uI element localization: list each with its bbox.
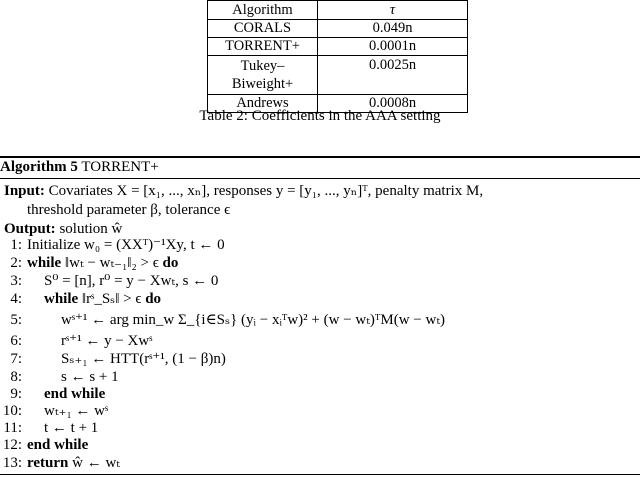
keyword-while: while [44,291,79,307]
line-number: 6: [10,333,22,349]
algorithm-name: TORRENT+ [81,159,159,175]
table-row [208,20,468,38]
line-text: ŵ ← wₜ [72,455,121,471]
algorithm-label: Algorithm 5 [0,159,78,175]
keyword-end-while: end while [44,386,106,402]
line-number: 13: [2,455,22,471]
line-text: t ← t + 1 [44,420,99,436]
output-text: solution ŵ [59,221,123,237]
table-cell-tau: 0.0001n [318,38,468,56]
line-number: 5: [10,312,22,328]
line-text: ‖rˢ_Sₛ‖ > ϵ [81,291,142,307]
line-text: Sₛ₊₁ ← HTT(rˢ⁺¹, (1 − β)n) [61,351,226,367]
tau-symbol: τ [389,2,396,18]
line-text: ‖wₜ − wₜ₋₁‖₂ > ϵ [64,255,159,271]
line-number: 2: [10,255,22,271]
keyword-end-while: end while [27,437,89,453]
table-row [208,56,468,95]
table-cell-algorithm [208,56,318,95]
line-number: 4: [10,291,22,307]
keyword-do: do [162,255,179,271]
keyword-while: while [27,255,62,271]
output-label: Output: [4,221,56,237]
line-text: Initialize w₀ = (XXᵀ)⁻¹Xy, t ← 0 [27,237,225,253]
line-number: 3: [10,273,22,289]
algorithm-mid-rule [0,178,640,179]
line-number: 12: [2,437,22,453]
table-cell-tau: 0.0008n [318,95,468,113]
input-label: Input: [4,183,45,199]
input-text-2: threshold parameter β, tolerance ϵ [27,202,231,218]
table-caption: Table 2: Coefficients in the AAA setting [199,108,441,124]
table-cell-tau: 0.049n [318,20,468,38]
table-cell-algorithm: Andrews [208,95,318,113]
line-number: 10: [2,403,22,419]
line-number: 7: [10,351,22,367]
algorithm-input-cont [27,200,230,220]
line-number: 1: [10,237,22,253]
algorithm-title [0,157,159,177]
table-header-row [208,1,468,20]
input-text-1: Covariates X = [x₁, ..., xₙ], responses y = [y₁, ..., yₙ]ᵀ, penalty matrix M, [48,183,484,199]
line-number: 11: [3,420,22,436]
table-cell-algorithm-line1: Tukey– [240,58,285,74]
coefficients-table [207,0,468,113]
table-cell-algorithm: TORRENT+ [208,38,318,56]
line-text: rˢ⁺¹ ← y − Xwˢ [61,333,153,349]
table-header-algorithm: Algorithm [208,1,318,20]
algorithm-input [4,181,483,201]
algorithm-bottom-rule [0,474,640,475]
table-header-tau [318,1,468,20]
keyword-return: return [27,455,69,471]
line-number: 8: [10,369,22,385]
table-cell-algorithm-line2: Biweight+ [231,76,294,92]
keyword-do: do [145,291,162,307]
line-text: wₜ₊₁ ← wˢ [44,403,109,419]
line-text: S⁰ = [n], r⁰ = y − Xwₜ, s ← 0 [44,273,219,289]
line-number: 9: [10,386,22,402]
table-cell-algorithm: CORALS [208,20,318,38]
line-text: s ← s + 1 [61,369,119,385]
table-row [208,38,468,56]
line-text: wˢ⁺¹ ← arg min_w Σ_{i∈Sₛ} (yᵢ − xᵢᵀw)² + (w − wₜ)ᵀM(w − wₜ) [61,312,446,328]
table-cell-tau: 0.0025n [318,56,468,95]
